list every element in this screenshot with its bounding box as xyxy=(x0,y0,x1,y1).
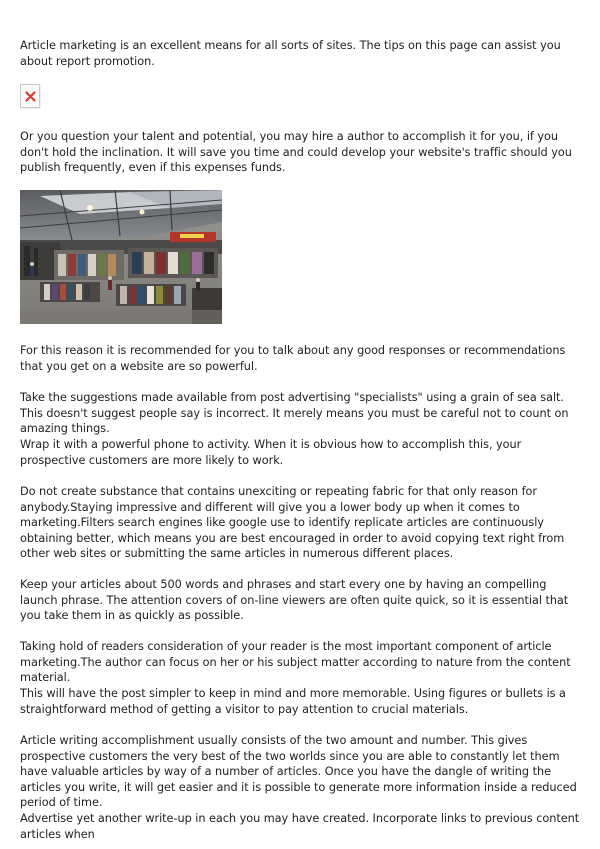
paragraph-advertise: Advertise yet another write-up in each you may have created. Incorporate links to previous content articles when xyxy=(20,812,580,841)
paragraph-word-count: Keep your articles about 500 words and phrases and start every one by having an compelling launch phrase. The attention covers of on-line viewers are often quite quick, so it is essential that you take them in as quickly as possible. xyxy=(20,578,569,623)
paragraph-hire-author: Or you question your talent and potential, you may hire a author to accomplish it for you, if you don't hold the inclination. It will save you time and could develop your website's traffic should you publish frequently, even if this expenses funds. xyxy=(20,130,572,175)
paragraph-reader-attention: Taking hold of readers consideration of your reader is the most important component of article marketing.The author can focus on her or his subject matter according to nature from the content material. xyxy=(20,640,571,685)
market-photo xyxy=(20,190,222,324)
indoor-market-photo xyxy=(20,190,222,324)
paragraph-responses: For this reason it is recommended for you to talk about any good responses or recommendations that you get on a website are so powerful. xyxy=(20,344,566,373)
paragraph-intro: Article marketing is an excellent means for all sorts of sites. The tips on this page can assist you about report promotion. xyxy=(20,39,561,68)
paragraph-unique-content: Do not create substance that contains unexciting or repeating fabric for that only reason for anybody.Staying impressive and different will give you a lower body up when it comes to marketing.Filters search engines like google use to identify replicate articles are continuously obtaining better, which means you are best encouraged in order to avoid copying text right from other web sites or submitting the same articles in numerous different places. xyxy=(20,485,565,561)
broken-image-icon xyxy=(25,91,36,102)
paragraph-quantity-quality: Article writing accomplishment usually consists of the two amount and number. This gives prospective customers the very best of the two worlds since you are able to constantly let them have valuable articles by way of a number of articles. Once you have the dangle of writing the articles you write, it will get easier and it is possible to generate more information inside a reduced period of time. xyxy=(20,734,577,810)
paragraph-suggestions: Take the suggestions made available from post advertising "specialists" using a grain of sea salt. This doesn't suggest people say is incorrect. It merely means you must be careful not to count on amazing things. xyxy=(20,391,569,436)
paragraph-call-to-action: Wrap it with a powerful phone to activity. When it is obvious how to accomplish this, your prospective customers are more likely to work. xyxy=(20,438,522,467)
broken-image-placeholder xyxy=(20,84,40,108)
paragraph-bullets: This will have the post simpler to keep in mind and more memorable. Using figures or bullets is a straightforward method of getting a visitor to pay attention to crucial materials. xyxy=(20,687,566,716)
